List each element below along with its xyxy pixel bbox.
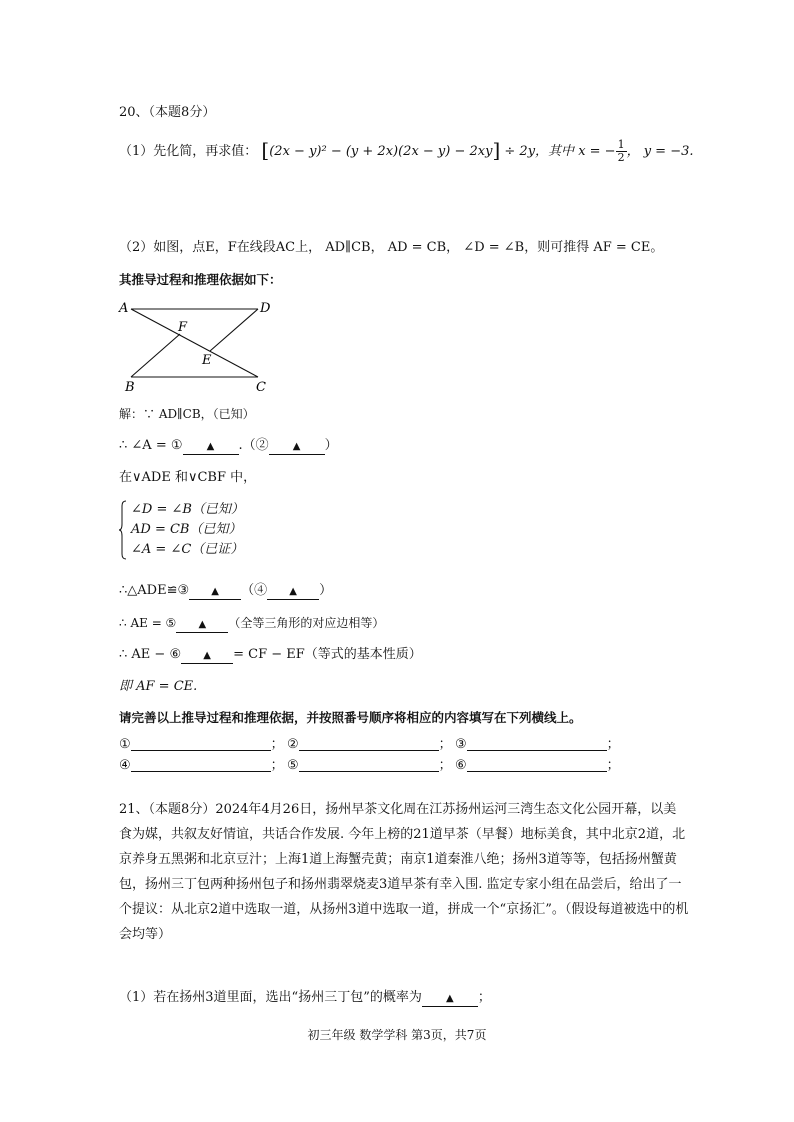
- answer-4[interactable]: ④ ；: [119, 758, 284, 773]
- q21-blank-1[interactable]: ▲: [422, 991, 478, 1007]
- condition-3: ∠A = ∠C（已证）: [131, 542, 244, 557]
- q20-part1: （1）先化简，再求值： [(2x − y)² − (y + 2x)(2x − y) − 2xy] ÷ 2y，其中 x = − $\frac{1}{2}$ ， y = −3.: [119, 138, 694, 164]
- label-e: E: [202, 353, 212, 368]
- blank-4[interactable]: ▲: [267, 584, 319, 600]
- answer-3[interactable]: ③ ；: [455, 737, 620, 752]
- page-footer: 初三年级 数学学科 第3页，共7页: [307, 1028, 487, 1042]
- label-b: B: [125, 380, 135, 395]
- q20-part2: （2）如图，点E，F在线段AC上， AD∥CB， AD = CB， ∠D = ∠B，则可推得 AF = CE。: [119, 240, 664, 255]
- label-f: F: [178, 320, 188, 335]
- q20-part1-text: （1）先化简，再求值：: [119, 144, 258, 159]
- answer-2[interactable]: ② ；: [287, 737, 452, 752]
- instruction: 请完善以上推导过程和推理依据，并按照番号顺序将相应的内容填写在下列横线上。: [119, 710, 582, 725]
- step-1: ∴ ∠A = ① ▲ .（② ▲ ）: [119, 438, 338, 453]
- blank-5[interactable]: ▲: [176, 617, 228, 633]
- answer-1[interactable]: ① ；: [119, 737, 284, 752]
- q20-part1-divisor: ÷ 2y，其中: [504, 144, 575, 159]
- step-6: ∴ AE − ⑥ ▲ = CF − EF（等式的基本性质）: [119, 647, 422, 662]
- geometry-figure: [115, 296, 285, 396]
- q20-part1-expression: (2x − y)² − (y + 2x)(2x − y) − 2xy: [269, 144, 493, 159]
- segment-de: [210, 309, 258, 351]
- step-5: ∴ AE = ⑤ ▲ （全等三角形的对应边相等）: [119, 614, 384, 633]
- left-brace: [119, 500, 127, 560]
- label-d: D: [260, 301, 271, 316]
- q20-part1-x: x = −: [578, 144, 616, 159]
- conclusion: 即 AF = CE.: [119, 679, 198, 694]
- q21-paragraph: 21、（本题8分）2024年4月26日，扬州早茶文化周在江苏扬州运河三湾生态文化公园开幕，以美食为媒，共叙友好情谊，共话合作发展. 今年上榜的21道早茶（早餐）地标美食，其中北京2道，北京养身五黑粥和北京豆汁；上海1道上海蟹壳黄；南京1道秦淮八绝；扬州3道等等，包括扬州蟹黄包，扬州三丁包两种扬州包子和扬州翡翠烧麦3道早茶有幸入围. 监定专家小组在品尝后，给出了一个提议：从北京2道中选取一道，从扬州3道中选取一道，拼成一个“京扬汇”。（假设每道被选中的机会均等）: [119, 802, 689, 942]
- q20-header: 20、（本题8分）: [119, 105, 216, 120]
- condition-2: AD = CB（已知）: [131, 522, 242, 537]
- in-triangles-line: 在∨ADE 和∨CBF 中，: [119, 470, 257, 485]
- derivation-heading: 其推导过程和推理依据如下：: [119, 272, 282, 287]
- answer-5[interactable]: ⑤ ；: [287, 758, 452, 773]
- condition-1: ∠D = ∠B（已知）: [131, 502, 244, 517]
- answer-6[interactable]: ⑥ ；: [455, 758, 620, 773]
- q21-part1: （1）若在扬州3道里面，选出“扬州三丁包”的概率为 ▲ ；: [119, 990, 491, 1005]
- fraction-one-half: $\frac{1}{2}$: [617, 138, 625, 164]
- solution-line: 解：∵ AD∥CB，（已知）: [119, 407, 255, 421]
- blank-1[interactable]: ▲: [183, 439, 239, 455]
- blank-6[interactable]: ▲: [181, 648, 233, 664]
- segment-ac: [131, 309, 258, 377]
- label-a: A: [119, 301, 129, 316]
- segment-bf: [131, 334, 180, 377]
- q20-part1-y: ， y = −3.: [626, 144, 694, 159]
- step-3: ∴△ADE≌③ ▲ （④ ▲ ）: [119, 583, 333, 598]
- blank-2[interactable]: ▲: [269, 439, 325, 455]
- label-c: C: [256, 380, 266, 395]
- blank-3[interactable]: ▲: [189, 584, 241, 600]
